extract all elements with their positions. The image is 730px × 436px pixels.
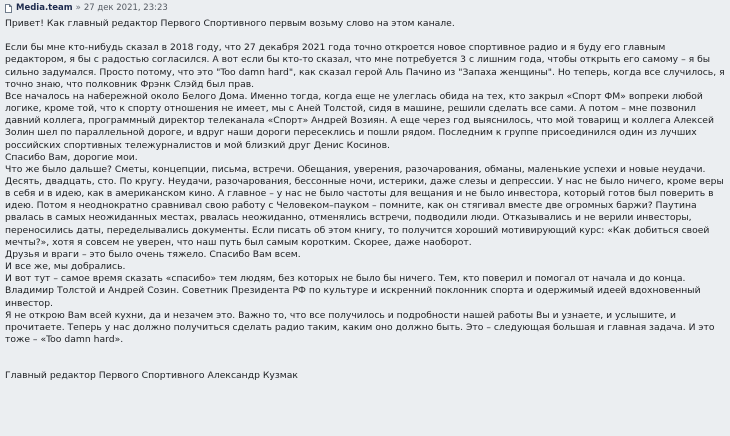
post-text-line: инвестор. bbox=[5, 297, 53, 309]
post-header bbox=[5, 2, 168, 14]
post-text-line: редактором, я бы с радостью согласился. А вот если бы кто-то сказал, что мне потребуется 3 с лишним года, чтобы открыть его самому – я бы bbox=[5, 54, 711, 66]
post-text-line: российских спортивных тележурналистов и мой близкий друг Денис Косинов. bbox=[5, 139, 390, 151]
post-text-line: И вот тут – самое время сказать «спасибо» тем людям, без которых не было бы ничего. Тем, кто поверил и помогал от начала и до конца. bbox=[5, 273, 686, 285]
post-text-line: Десять, двадцать, сто. По кругу. Неудачи, разочарования, бессонные ночи, истерики, даже слезы и депрессии. У нас не было ничего, кроме веры bbox=[5, 176, 724, 188]
post-text-line: прочитаете. Теперь у нас должно получиться сделать радио таким, каким оно должно быть. Это – следующая большая и главная задача. И это bbox=[5, 321, 715, 333]
post-text-line: рвалась в самых неожиданных местах, рвалась неожиданно, отменялись встречи, подводили люди. Отказывались и не верили инвесторы, bbox=[5, 212, 692, 224]
post-text-line: идею. Потом я неоднократно сравнивал свою работу с Человеком–пауком – помните, как он стягивал вместе две огромных баржи? Паутина bbox=[5, 200, 697, 212]
blank-line bbox=[5, 346, 727, 358]
post-text-line: логике, кроме той, что к спорту отношения не имеет, мы с Аней Толстой, сидя в машине, решили сделать все сами. А потом – мне позвонил bbox=[5, 103, 696, 115]
post-text-line: давний коллега, программный директор телеканала «Спорт» Андрей Возиян. А еще через год выяснилось, что мой товарищ и коллега Алексей bbox=[5, 115, 714, 127]
post-text-line: Все началось на набережной около Белого Дома. Именно тогда, когда еще не улеглась обида на тех, кто закрыл «Спорт ФМ» вопреки любой bbox=[5, 90, 703, 102]
post-text-line: Привет! Как главный редактор Первого Спортивного первым возьму слово на этом канале. bbox=[5, 18, 455, 29]
post-text-line: сильно задумался. Просто потому, что это "Too damn hard", как сказал герой Аль Пачино из "Запаха женщины". Но теперь, когда все случилось, я bbox=[5, 66, 725, 78]
post-text-line: переносились даты, переделывались документы. Если писать об этом книгу, то получится хороший мотивирующий курс: «Как добиться своей bbox=[5, 224, 710, 236]
post-text-line: Владимир Толстой и Андрей Созин. Советник Президента РФ по культуре и искренний поклонник спорта и одержимый идеей вдохновенный bbox=[5, 285, 701, 297]
post-author-link[interactable]: Media.team bbox=[16, 3, 73, 13]
post-text-line: в себя и в идею, как в американском кино. А главное – у нас не было частоты для вещания и не было инвестора, который готов был поверить в bbox=[5, 188, 714, 200]
post-text-line: Что же было дальше? Сметы, концепции, письма, встречи. Обещания, уверения, разочарования, обманы, маленькие успехи и новые неудачи. bbox=[5, 163, 706, 175]
blank-line bbox=[5, 358, 727, 370]
document-icon[interactable] bbox=[5, 4, 12, 13]
post-text-line: Главный редактор Первого Спортивного Александр Кузмак bbox=[5, 370, 298, 382]
post-text-line: И все же, мы добрались. bbox=[5, 261, 126, 273]
post-body bbox=[5, 18, 727, 383]
post-text-line: Спасибо Вам, дорогие мои. bbox=[5, 151, 138, 163]
post-text-line: Золин шел по параллельной дороге, и вдруг наши дороги пересеклись и пошли рядом. Последним к группе присоединился один из лучших bbox=[5, 127, 697, 139]
post-text-line: Друзья и враги – это было очень тяжело. Спасибо Вам всем. bbox=[5, 248, 301, 260]
post-text-line: тоже – «Too damn hard». bbox=[5, 334, 124, 346]
header-separator: » bbox=[75, 3, 81, 13]
post-text-line: Если бы мне кто-нибудь сказал в 2018 году, что 27 декабря 2021 года точно откроется новое спортивное радио и я буду его главным bbox=[5, 42, 666, 54]
post-text-line: Я не открою Вам всей кухни, да и незачем это. Важно то, что все получилось и подробности нашей работы Вы и узнаете, и услышите, и bbox=[5, 309, 677, 321]
post-text-line: мечты?», хотя я совсем не уверен, что наш путь был самым коротким. Скорее, даже наоборот. bbox=[5, 236, 472, 248]
blank-line bbox=[5, 30, 727, 42]
post-date: 27 дек 2021, 23:23 bbox=[83, 3, 168, 13]
post-text-line: точно знаю, что полковник Фрэнк Слэйд был прав. bbox=[5, 78, 255, 90]
